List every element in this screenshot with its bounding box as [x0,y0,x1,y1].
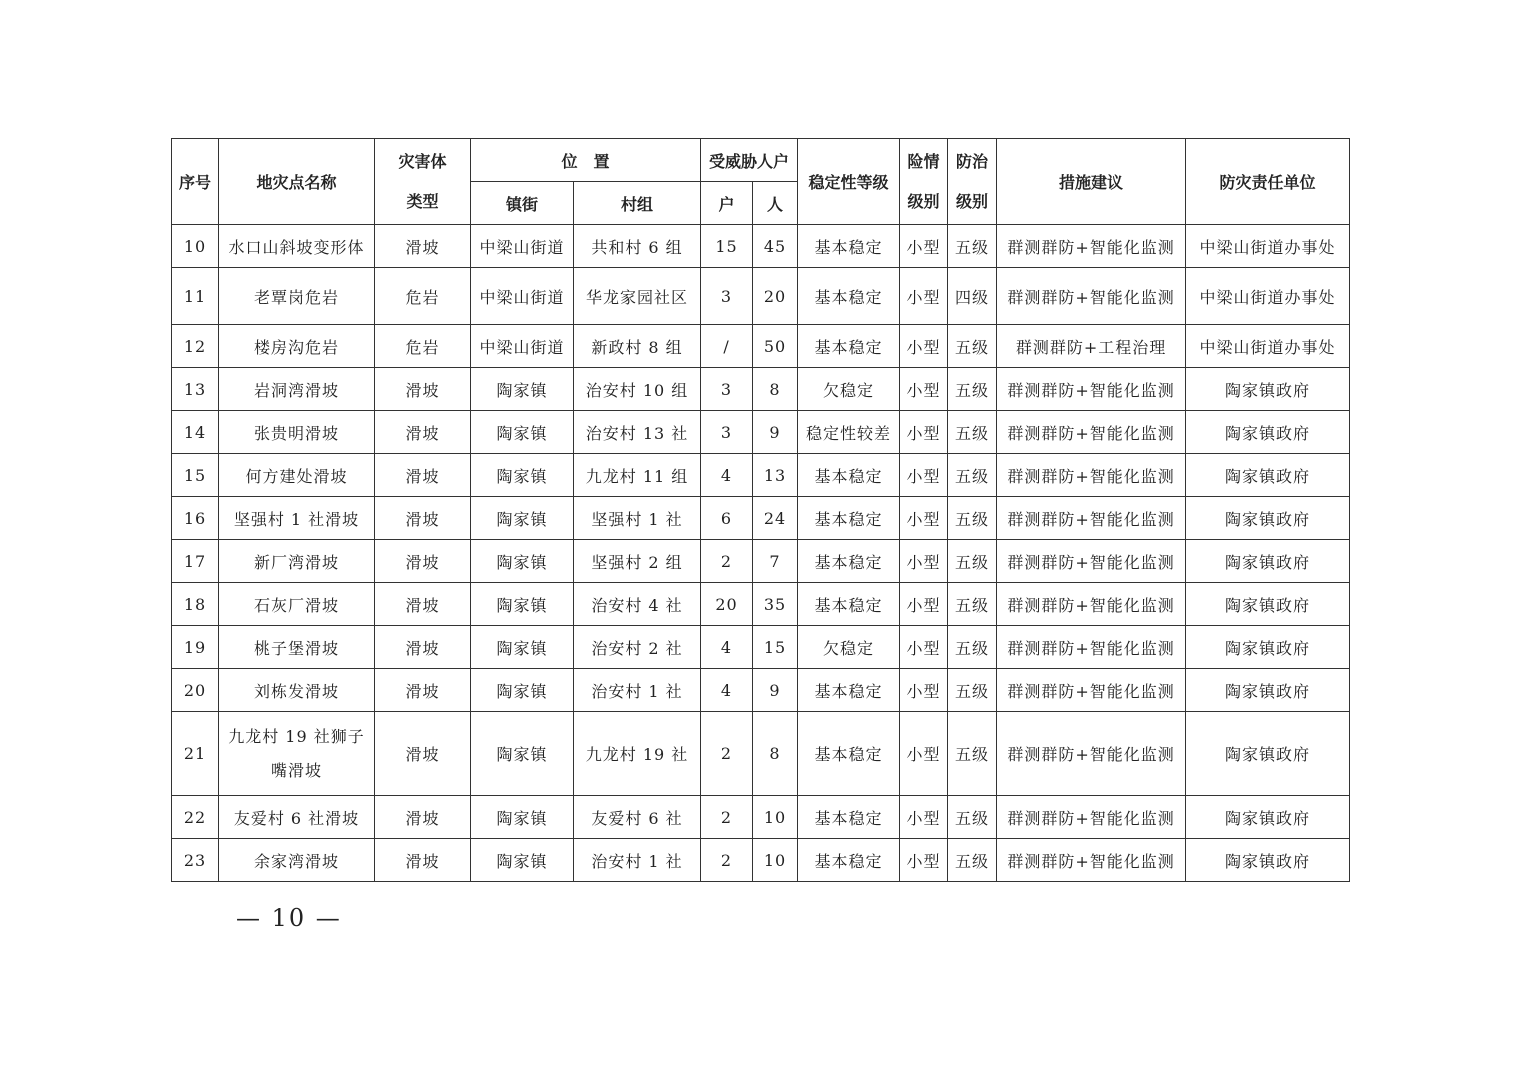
cell-control: 五级 [948,325,997,368]
cell-town: 陶家镇 [471,669,574,712]
cell-people: 8 [753,712,798,796]
cell-stability: 基本稳定 [798,712,900,796]
cell-type: 滑坡 [375,626,471,669]
cell-type: 滑坡 [375,368,471,411]
cell-responsible: 中梁山街道办事处 [1186,325,1350,368]
cell-responsible: 陶家镇政府 [1186,583,1350,626]
cell-village: 友爱村 6 社 [574,796,701,839]
cell-households: / [701,325,753,368]
cell-people: 45 [753,225,798,268]
cell-danger: 小型 [900,268,948,325]
cell-seq: 21 [172,712,219,796]
cell-name: 楼房沟危岩 [219,325,375,368]
cell-town: 中梁山街道 [471,225,574,268]
cell-name: 水口山斜坡变形体 [219,225,375,268]
cell-stability: 欠稳定 [798,368,900,411]
header-village: 村组 [574,182,701,225]
cell-control: 五级 [948,411,997,454]
header-people: 人 [753,182,798,225]
cell-stability: 基本稳定 [798,225,900,268]
cell-town: 中梁山街道 [471,268,574,325]
cell-village: 治安村 4 社 [574,583,701,626]
cell-seq: 19 [172,626,219,669]
cell-stability: 基本稳定 [798,583,900,626]
cell-stability: 基本稳定 [798,325,900,368]
cell-responsible: 陶家镇政府 [1186,712,1350,796]
cell-measures: 群测群防+智能化监测 [997,796,1186,839]
cell-name: 新厂湾滑坡 [219,540,375,583]
cell-people: 7 [753,540,798,583]
cell-seq: 20 [172,669,219,712]
cell-measures: 群测群防+智能化监测 [997,839,1186,882]
cell-responsible: 陶家镇政府 [1186,669,1350,712]
cell-type: 滑坡 [375,796,471,839]
cell-name: 张贵明滑坡 [219,411,375,454]
cell-stability: 基本稳定 [798,454,900,497]
cell-type: 滑坡 [375,839,471,882]
cell-measures: 群测群防+智能化监测 [997,497,1186,540]
cell-seq: 12 [172,325,219,368]
cell-stability: 基本稳定 [798,839,900,882]
cell-responsible: 中梁山街道办事处 [1186,268,1350,325]
table-row [172,540,1350,583]
cell-households: 15 [701,225,753,268]
cell-name: 余家湾滑坡 [219,839,375,882]
cell-control: 五级 [948,497,997,540]
cell-measures: 群测群防+智能化监测 [997,411,1186,454]
cell-village: 治安村 1 社 [574,669,701,712]
table-row [172,712,1350,796]
cell-households: 6 [701,497,753,540]
cell-danger: 小型 [900,669,948,712]
cell-danger: 小型 [900,225,948,268]
cell-control: 五级 [948,583,997,626]
cell-households: 4 [701,669,753,712]
cell-responsible: 中梁山街道办事处 [1186,225,1350,268]
cell-people: 24 [753,497,798,540]
cell-type: 滑坡 [375,669,471,712]
cell-village: 九龙村 19 社 [574,712,701,796]
cell-measures: 群测群防+智能化监测 [997,268,1186,325]
cell-stability: 基本稳定 [798,268,900,325]
cell-town: 中梁山街道 [471,325,574,368]
cell-seq: 10 [172,225,219,268]
cell-name: 岩洞湾滑坡 [219,368,375,411]
cell-town: 陶家镇 [471,626,574,669]
cell-village: 共和村 6 组 [574,225,701,268]
cell-responsible: 陶家镇政府 [1186,626,1350,669]
header-town: 镇街 [471,182,574,225]
cell-control: 五级 [948,839,997,882]
cell-households: 4 [701,454,753,497]
table-row [172,225,1350,268]
cell-people: 10 [753,839,798,882]
cell-control: 五级 [948,712,997,796]
cell-people: 8 [753,368,798,411]
table-row [172,796,1350,839]
table-row [172,626,1350,669]
cell-town: 陶家镇 [471,411,574,454]
cell-name: 刘栋发滑坡 [219,669,375,712]
cell-type: 滑坡 [375,583,471,626]
cell-people: 9 [753,411,798,454]
header-name: 地灾点名称 [219,139,375,225]
cell-measures: 群测群防+智能化监测 [997,225,1186,268]
cell-village: 华龙家园社区 [574,268,701,325]
cell-village: 新政村 8 组 [574,325,701,368]
cell-town: 陶家镇 [471,796,574,839]
cell-danger: 小型 [900,368,948,411]
table-row [172,839,1350,882]
cell-name: 老覃岗危岩 [219,268,375,325]
cell-responsible: 陶家镇政府 [1186,454,1350,497]
cell-people: 13 [753,454,798,497]
cell-danger: 小型 [900,839,948,882]
cell-danger: 小型 [900,796,948,839]
cell-people: 10 [753,796,798,839]
cell-control: 五级 [948,796,997,839]
header-control-level: 防治 级别 [948,139,997,225]
cell-measures: 群测群防+智能化监测 [997,540,1186,583]
cell-seq: 14 [172,411,219,454]
cell-measures: 群测群防+智能化监测 [997,368,1186,411]
cell-households: 2 [701,796,753,839]
cell-type: 滑坡 [375,497,471,540]
table-body [172,225,1350,882]
table-row [172,411,1350,454]
cell-measures: 群测群防+智能化监测 [997,669,1186,712]
cell-stability: 基本稳定 [798,540,900,583]
cell-households: 20 [701,583,753,626]
cell-danger: 小型 [900,325,948,368]
header-responsible: 防灾责任单位 [1186,139,1350,225]
cell-households: 2 [701,839,753,882]
header-seq: 序号 [172,139,219,225]
cell-danger: 小型 [900,540,948,583]
header-households: 户 [701,182,753,225]
cell-control: 五级 [948,540,997,583]
cell-name: 桃子堡滑坡 [219,626,375,669]
cell-seq: 13 [172,368,219,411]
cell-households: 3 [701,368,753,411]
cell-name: 石灰厂滑坡 [219,583,375,626]
cell-town: 陶家镇 [471,540,574,583]
header-location: 位 置 [471,139,701,182]
cell-measures: 群测群防+工程治理 [997,325,1186,368]
cell-name: 九龙村 19 社狮子嘴滑坡 [219,712,375,796]
header-measures: 措施建议 [997,139,1186,225]
cell-town: 陶家镇 [471,583,574,626]
cell-seq: 23 [172,839,219,882]
cell-type: 危岩 [375,268,471,325]
table-row [172,669,1350,712]
cell-type: 滑坡 [375,454,471,497]
cell-village: 治安村 2 社 [574,626,701,669]
cell-name: 何方建处滑坡 [219,454,375,497]
cell-stability: 欠稳定 [798,626,900,669]
cell-name: 友爱村 6 社滑坡 [219,796,375,839]
cell-people: 50 [753,325,798,368]
cell-village: 坚强村 1 社 [574,497,701,540]
cell-seq: 22 [172,796,219,839]
cell-type: 滑坡 [375,540,471,583]
cell-responsible: 陶家镇政府 [1186,411,1350,454]
cell-responsible: 陶家镇政府 [1186,368,1350,411]
cell-town: 陶家镇 [471,497,574,540]
cell-stability: 基本稳定 [798,497,900,540]
cell-control: 五级 [948,626,997,669]
cell-people: 35 [753,583,798,626]
cell-danger: 小型 [900,626,948,669]
cell-control: 四级 [948,268,997,325]
cell-town: 陶家镇 [471,712,574,796]
cell-danger: 小型 [900,583,948,626]
cell-village: 治安村 13 社 [574,411,701,454]
cell-seq: 18 [172,583,219,626]
table-row [172,268,1350,325]
cell-stability: 基本稳定 [798,796,900,839]
cell-seq: 17 [172,540,219,583]
cell-village: 治安村 1 社 [574,839,701,882]
cell-control: 五级 [948,669,997,712]
header-type: 灾害体 类型 [375,139,471,225]
cell-households: 2 [701,540,753,583]
cell-seq: 15 [172,454,219,497]
header-danger-level: 险情 级别 [900,139,948,225]
cell-danger: 小型 [900,497,948,540]
cell-town: 陶家镇 [471,368,574,411]
cell-type: 滑坡 [375,411,471,454]
cell-households: 3 [701,268,753,325]
cell-households: 2 [701,712,753,796]
cell-village: 九龙村 11 组 [574,454,701,497]
cell-stability: 基本稳定 [798,669,900,712]
cell-danger: 小型 [900,712,948,796]
table-row [172,583,1350,626]
cell-responsible: 陶家镇政府 [1186,796,1350,839]
cell-control: 五级 [948,454,997,497]
cell-measures: 群测群防+智能化监测 [997,454,1186,497]
cell-village: 治安村 10 组 [574,368,701,411]
cell-danger: 小型 [900,411,948,454]
cell-seq: 11 [172,268,219,325]
cell-danger: 小型 [900,454,948,497]
table-row [172,368,1350,411]
table-row [172,497,1350,540]
cell-measures: 群测群防+智能化监测 [997,583,1186,626]
cell-responsible: 陶家镇政府 [1186,839,1350,882]
table-row [172,325,1350,368]
cell-type: 危岩 [375,325,471,368]
cell-stability: 稳定性较差 [798,411,900,454]
cell-responsible: 陶家镇政府 [1186,497,1350,540]
header-stability: 稳定性等级 [798,139,900,225]
cell-town: 陶家镇 [471,839,574,882]
cell-type: 滑坡 [375,712,471,796]
cell-type: 滑坡 [375,225,471,268]
cell-people: 15 [753,626,798,669]
cell-measures: 群测群防+智能化监测 [997,626,1186,669]
cell-responsible: 陶家镇政府 [1186,540,1350,583]
cell-people: 9 [753,669,798,712]
cell-village: 坚强村 2 组 [574,540,701,583]
cell-measures: 群测群防+智能化监测 [997,712,1186,796]
cell-control: 五级 [948,225,997,268]
header-threatened: 受威胁人户 [701,139,798,182]
hazard-table [171,138,1350,882]
cell-town: 陶家镇 [471,454,574,497]
cell-seq: 16 [172,497,219,540]
cell-households: 4 [701,626,753,669]
cell-people: 20 [753,268,798,325]
cell-name: 坚强村 1 社滑坡 [219,497,375,540]
cell-control: 五级 [948,368,997,411]
table-row [172,454,1350,497]
cell-households: 3 [701,411,753,454]
page-number: — 10 — [236,904,342,932]
